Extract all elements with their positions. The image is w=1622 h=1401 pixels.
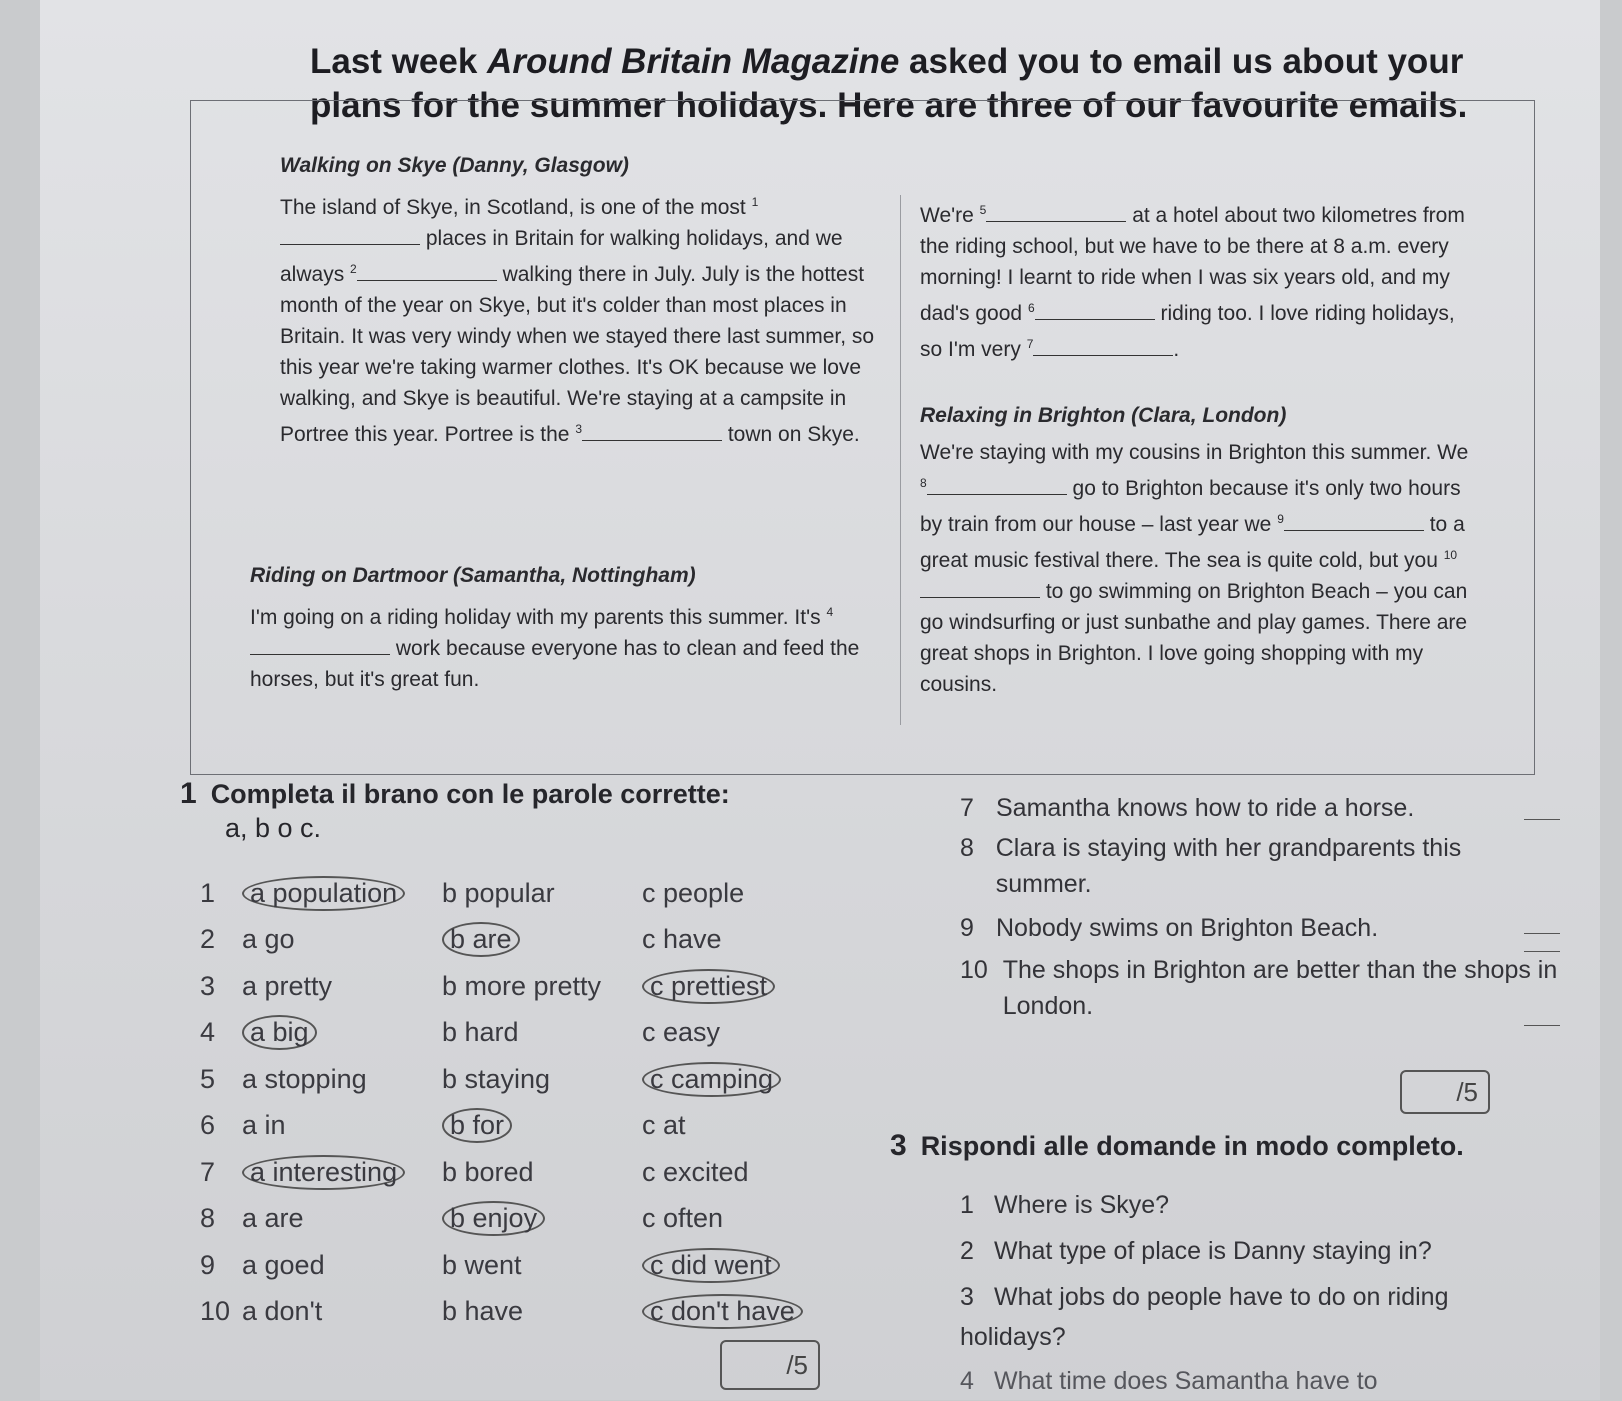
exercise-1-options-hint: a, b o c. — [225, 813, 322, 843]
option-b[interactable]: b went — [442, 1249, 522, 1280]
statement-item: 7 Samantha knows how to ride a horse. — [960, 790, 1560, 826]
exercise-3-title: 3 Rispondi alle domande in modo completo. — [890, 1129, 1464, 1162]
option-a[interactable]: a are — [242, 1203, 304, 1234]
option-c[interactable]: c prettiest — [642, 969, 775, 1004]
option-b[interactable]: b staying — [442, 1063, 551, 1094]
option-c[interactable]: c don't have — [642, 1294, 803, 1329]
question-item: 1 Where is Skye? — [960, 1191, 1170, 1219]
email-heading: Relaxing in Brighton (Clara, London) — [920, 404, 1287, 427]
option-b[interactable]: b for — [442, 1108, 642, 1143]
exercise-3-questions — [960, 1185, 1540, 1401]
statement-item: 10 The shops in Brighton are better than the shops in London. — [960, 952, 1560, 1024]
email-skye: Walking on Skye (Danny, Glasgow) The island of Skye, in Scotland, is one of the most $^1$ places in Britain for walking holidays, and we always $^2$ walking there in July. July is the hottest month of the year on Skye, but it's colder than most places in Britain. It was very windy when we stayed there last summer, so this year we're taking warmer clothes. It's OK because we love walking, and Skye is beautiful. We're staying at a campsite in Portree this year. Portree is the $^3$ town on Skye. — [280, 150, 880, 450]
option-row: 2 a go b are c have — [200, 917, 860, 964]
statement-item: 8 Clara is staying with her grandparents this summer. — [960, 830, 1560, 902]
option-b[interactable]: b are — [442, 922, 642, 957]
answer-blank-1[interactable] — [280, 226, 420, 245]
option-c[interactable]: c easy — [642, 1017, 721, 1048]
option-row: 9 a goed b went c did went — [200, 1242, 860, 1289]
answer-blank-7[interactable] — [1033, 337, 1173, 356]
option-row: 7 a interesting b bored c excited — [200, 1149, 860, 1196]
score-box-exercise-2: /5 — [1400, 1070, 1490, 1114]
question-item: 3 What jobs do people have to do on riding holidays? — [960, 1283, 1449, 1351]
email-heading: Walking on Skye (Danny, Glasgow) — [280, 154, 629, 177]
option-a[interactable]: a don't — [242, 1296, 323, 1327]
option-c[interactable]: c have — [642, 924, 722, 955]
option-c[interactable]: c people — [642, 877, 745, 908]
option-row: 1 a population b popular c people — [200, 870, 860, 917]
exercise-1-title: 1 Completa il brano con le parole corrette: — [180, 777, 730, 810]
email-heading: Riding on Dartmoor (Samantha, Nottingham) — [250, 564, 696, 587]
statement-item: 9 Nobody swims on Brighton Beach. — [960, 910, 1560, 946]
option-a[interactable]: a big — [242, 1015, 442, 1050]
option-row: 10 a don't b have c don't have — [200, 1289, 860, 1336]
answer-line[interactable] — [1524, 819, 1560, 820]
column-divider — [900, 195, 901, 725]
answer-blank-3[interactable] — [582, 422, 722, 441]
option-b[interactable]: b enjoy — [442, 1201, 642, 1236]
email-dartmoor-cont: We're $^5$ at a hotel about two kilometres from the riding school, but we have to be there at 8 a.m. every morning! I learnt to ride when I was six years old, and my dad's good $^6$ riding too. I love riding holidays, so I'm very $^7$ . — [920, 203, 1465, 361]
option-a[interactable]: a stopping — [242, 1063, 367, 1094]
answer-blank-2[interactable] — [357, 262, 497, 281]
exercise-2-statements — [960, 790, 1560, 1024]
option-b[interactable]: b hard — [442, 1017, 519, 1048]
option-a[interactable]: a interesting — [242, 1155, 442, 1190]
option-row: 8 a are b enjoy c often — [200, 1196, 860, 1243]
option-b[interactable]: b more pretty — [442, 970, 602, 1001]
answer-blank-8[interactable] — [927, 476, 1067, 495]
answer-blank-5[interactable] — [986, 203, 1126, 222]
option-a[interactable]: a go — [242, 924, 295, 955]
answer-blank-4[interactable] — [250, 636, 390, 655]
option-c[interactable]: c camping — [642, 1062, 781, 1097]
page-title: Last week Around Britain Magazine asked you to email us about your plans for the summer holidays. Here are three of our favourite emails. — [310, 42, 1468, 125]
answer-blank-10[interactable] — [920, 579, 1040, 598]
option-c[interactable]: c at — [642, 1110, 686, 1141]
option-a[interactable]: a pretty — [242, 970, 333, 1001]
email-brighton: Relaxing in Brighton (Clara, London) We're staying with my cousins in Brighton this summer. We $^8$ go to Brighton because it's only two hours by train from our house – last year we $^9$ to a great music festival there. The sea is quite cold, but you $^{10}$ to go swimming on Brighton Beach – you can go windsurfing or just sunbathe and play games. There are great shops in Brighton. I love going shopping with my cousins. — [920, 400, 1480, 700]
answer-blank-9[interactable] — [1284, 512, 1424, 531]
option-row: 5 a stopping b staying c camping — [200, 1056, 860, 1103]
email-dartmoor: Riding on Dartmoor (Samantha, Nottingham) I'm going on a riding holiday with my parents this summer. It's $^4$ work because everyone has to clean and feed the horses, but it's great fun. — [250, 560, 870, 695]
worksheet-page — [40, 0, 1600, 1400]
option-row: 6 a in b for c at — [200, 1103, 860, 1150]
option-b[interactable]: b popular — [442, 877, 555, 908]
question-item: 2 What type of place is Danny staying in? — [960, 1237, 1432, 1265]
score-box-exercise-1: /5 — [720, 1340, 820, 1390]
option-c[interactable]: c did went — [642, 1248, 780, 1283]
option-a[interactable]: a goed — [242, 1249, 325, 1280]
option-c[interactable]: c often — [642, 1203, 724, 1234]
option-c[interactable]: c excited — [642, 1156, 749, 1187]
answer-line[interactable] — [1524, 1025, 1560, 1026]
option-row: 4 a big b hard c easy — [200, 1010, 860, 1057]
option-b[interactable]: b bored — [442, 1156, 534, 1187]
option-a[interactable]: a in — [242, 1110, 286, 1141]
option-b[interactable]: b have — [442, 1296, 524, 1327]
answer-blank-6[interactable] — [1035, 301, 1155, 320]
option-row: 3 a pretty b more pretty c prettiest — [200, 963, 860, 1010]
exercise-1-options — [200, 870, 860, 1335]
option-a[interactable]: a population — [242, 876, 442, 911]
question-item: 4 What time does Samantha have to — [960, 1367, 1378, 1395]
